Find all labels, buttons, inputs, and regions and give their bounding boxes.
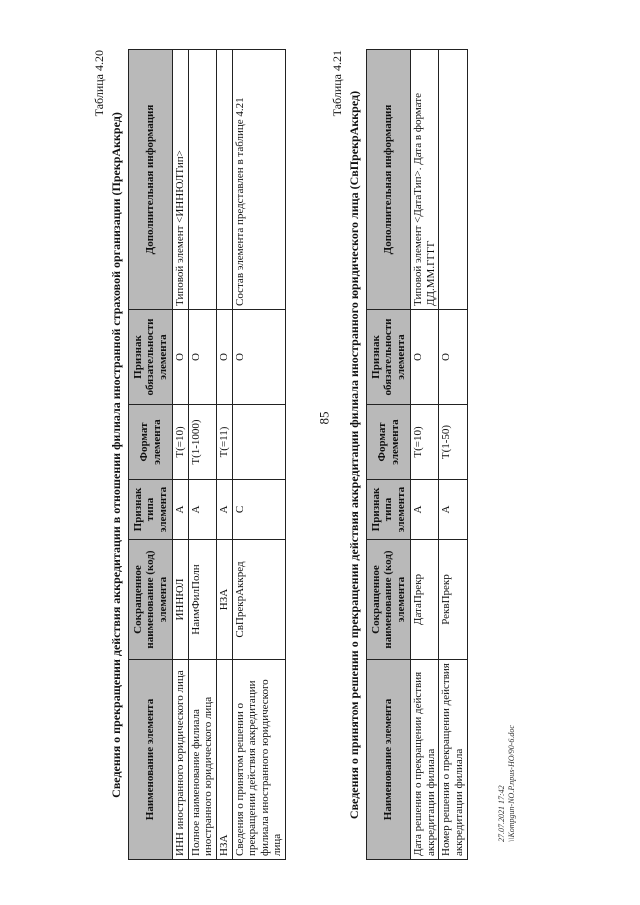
table-cell: ИНН иностранного юридического лица <box>173 660 189 860</box>
table-cell: РеквПрекр <box>439 540 467 660</box>
table-cell: О <box>411 310 439 405</box>
table-cell <box>439 50 467 310</box>
table-cell: Типовой элемент <ИННЮЛТип> <box>173 50 189 310</box>
table-row <box>411 50 439 860</box>
table-cell: С <box>232 480 286 540</box>
table-title: Сведения о прекращении действия аккредитации в отношении филиала иностранной страховой организации (ПрекрАккред) <box>109 112 123 798</box>
table-cell: ДатаПрекр <box>411 540 439 660</box>
column-header: Формат элемента <box>367 405 411 480</box>
column-header: Дополнительная информация <box>367 50 411 310</box>
table-4-21-block <box>330 50 468 860</box>
column-header: Сокращенное наименование (код) элемента <box>367 540 411 660</box>
file-footer <box>497 725 516 842</box>
table-cell: А <box>216 480 232 540</box>
footer-timestamp: 27.07.2021 17:42 <box>497 785 506 842</box>
table-header-row <box>129 50 173 860</box>
column-header: Признак типа элемента <box>367 480 411 540</box>
table-cell: А <box>411 480 439 540</box>
table-caption: Таблица 4.20 <box>92 50 106 117</box>
table-row <box>232 50 286 860</box>
table-cell: Номер решения о прекращении действия аккредитации филиала <box>439 660 467 860</box>
table-cell: T(1-50) <box>439 405 467 480</box>
column-header: Сокращенное наименование (код) элемента <box>129 540 173 660</box>
table-header-row <box>367 50 411 860</box>
page-number: 85 <box>316 411 332 425</box>
table-row <box>439 50 467 860</box>
table-4-20-block <box>92 50 286 860</box>
table-cell: T(=10) <box>411 405 439 480</box>
table-row <box>173 50 189 860</box>
table-cell: Состав элемента представлен в таблице 4.21 <box>232 50 286 310</box>
table-row <box>188 50 216 860</box>
table-cell <box>216 50 232 310</box>
table-cell: Сведения о принятом решении о прекращении действия аккредитации филиала иностранного юридического лица <box>232 660 286 860</box>
column-header: Признак обязательности элемента <box>367 310 411 405</box>
table-cell <box>232 405 286 480</box>
table-row <box>216 50 232 860</box>
data-table <box>366 49 468 860</box>
column-header: Наименование элемента <box>129 660 173 860</box>
table-cell: О <box>216 310 232 405</box>
table-cell <box>188 50 216 310</box>
column-header: Признак типа элемента <box>129 480 173 540</box>
table-title: Сведения о принятом решении о прекращении действия аккредитации филиала иностранного юридического лица (СвПрекрАккред) <box>347 90 361 820</box>
table-cell: О <box>173 310 189 405</box>
table-cell: А <box>188 480 216 540</box>
column-header: Наименование элемента <box>367 660 411 860</box>
table-cell: О <box>188 310 216 405</box>
table-cell: НаимФилПолн <box>188 540 216 660</box>
table-cell: НЗА <box>216 540 232 660</box>
column-header: Признак обязательности элемента <box>129 310 173 405</box>
table-caption: Таблица 4.21 <box>330 50 344 117</box>
column-header: Формат элемента <box>129 405 173 480</box>
table-cell: О <box>439 310 467 405</box>
table-cell: СвПрекрАккред <box>232 540 286 660</box>
table-cell: НЗА <box>216 660 232 860</box>
table-cell: ИННЮЛ <box>173 540 189 660</box>
table-cell: Дата решения о прекращении действия аккредитации филиала <box>411 660 439 860</box>
table-cell: T(=11) <box>216 405 232 480</box>
footer-filepath: \\Kompgun-NO.P.npus-HO/90-6.doc <box>506 725 516 842</box>
table-cell: T(=10) <box>173 405 189 480</box>
column-header: Дополнительная информация <box>129 50 173 310</box>
table-cell: А <box>439 480 467 540</box>
table-cell: Типовой элемент <ДатаТип>. Дата в формате ДД.ММ.ГГГГ <box>411 50 439 310</box>
table-cell: А <box>173 480 189 540</box>
table-cell: Полное наименование филиала иностранного юридического лица <box>188 660 216 860</box>
table-cell: T(1-1000) <box>188 405 216 480</box>
table-cell: О <box>232 310 286 405</box>
data-table <box>128 49 286 860</box>
